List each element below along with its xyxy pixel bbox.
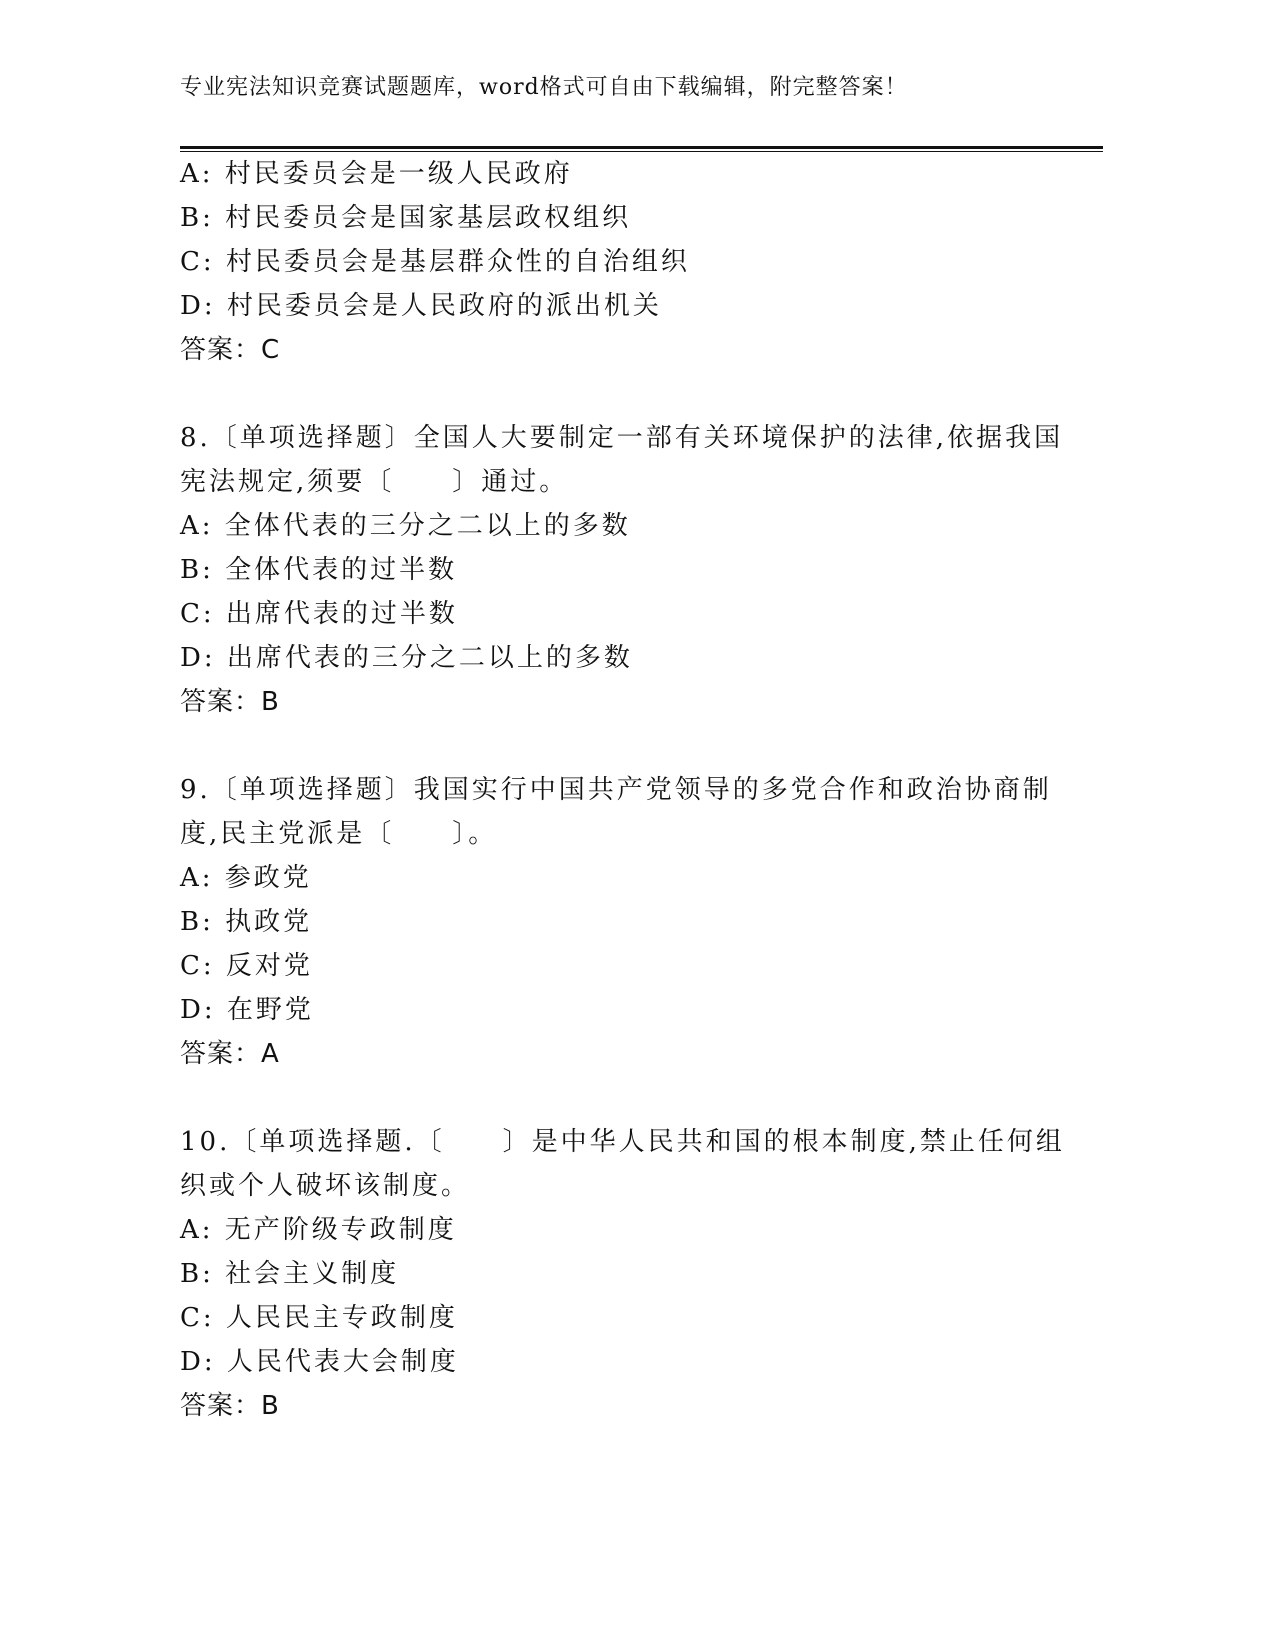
option-a: A: 全体代表的三分之二以上的多数 [180, 511, 631, 541]
answer-line: 答案：A [180, 1039, 280, 1069]
question-8 [180, 416, 1103, 724]
option-c: C: 出席代表的过半数 [180, 599, 458, 629]
option-d: D: 村民委员会是人民政府的派出机关 [180, 291, 662, 321]
option-c: C: 村民委员会是基层群众性的自治组织 [180, 247, 690, 277]
question-list [180, 152, 1103, 1428]
option-d: D: 在野党 [180, 995, 314, 1025]
option-b: B: 社会主义制度 [180, 1259, 400, 1289]
spacer [180, 1076, 1103, 1120]
option-c: C: 反对党 [180, 951, 313, 981]
option-a: A: 村民委员会是一级人民政府 [180, 159, 573, 189]
question-10 [180, 1120, 1103, 1428]
option-a: A: 参政党 [180, 863, 312, 893]
option-a: A: 无产阶级专政制度 [180, 1215, 457, 1245]
option-b: B: 全体代表的过半数 [180, 555, 458, 585]
question-stem-line-1: 9.〔单项选择题〕我国实行中国共产党领导的多党合作和政治协商制 [180, 775, 1052, 805]
question-9 [180, 768, 1103, 1076]
spacer [180, 724, 1103, 768]
answer-line: 答案：B [180, 1391, 280, 1421]
question-stem-line-2: 织或个人破坏该制度。 [180, 1171, 471, 1201]
question-stem-line-2: 度,民主党派是〔 〕。 [180, 819, 498, 849]
option-b: B: 村民委员会是国家基层政权组织 [180, 203, 632, 233]
question-7 [180, 152, 1103, 372]
option-c: C: 人民民主专政制度 [180, 1303, 458, 1333]
answer-line: 答案：C [180, 335, 281, 365]
answer-line: 答案：B [180, 687, 280, 717]
option-b: B: 执政党 [180, 907, 313, 937]
header-rule-thick [180, 146, 1103, 149]
question-stem-line-2: 宪法规定,须要〔 〕通过。 [180, 467, 569, 497]
question-stem-line-1: 8.〔单项选择题〕全国人大要制定一部有关环境保护的法律,依据我国 [180, 423, 1064, 453]
option-d: D: 出席代表的三分之二以上的多数 [180, 643, 633, 673]
option-d: D: 人民代表大会制度 [180, 1347, 459, 1377]
question-stem-line-1: 10.〔单项选择题.〔 〕是中华人民共和国的根本制度,禁止任何组 [180, 1127, 1065, 1157]
document-header: 专业宪法知识竞赛试题题库，word格式可自由下载编辑，附完整答案！ [180, 75, 908, 100]
spacer [180, 372, 1103, 416]
